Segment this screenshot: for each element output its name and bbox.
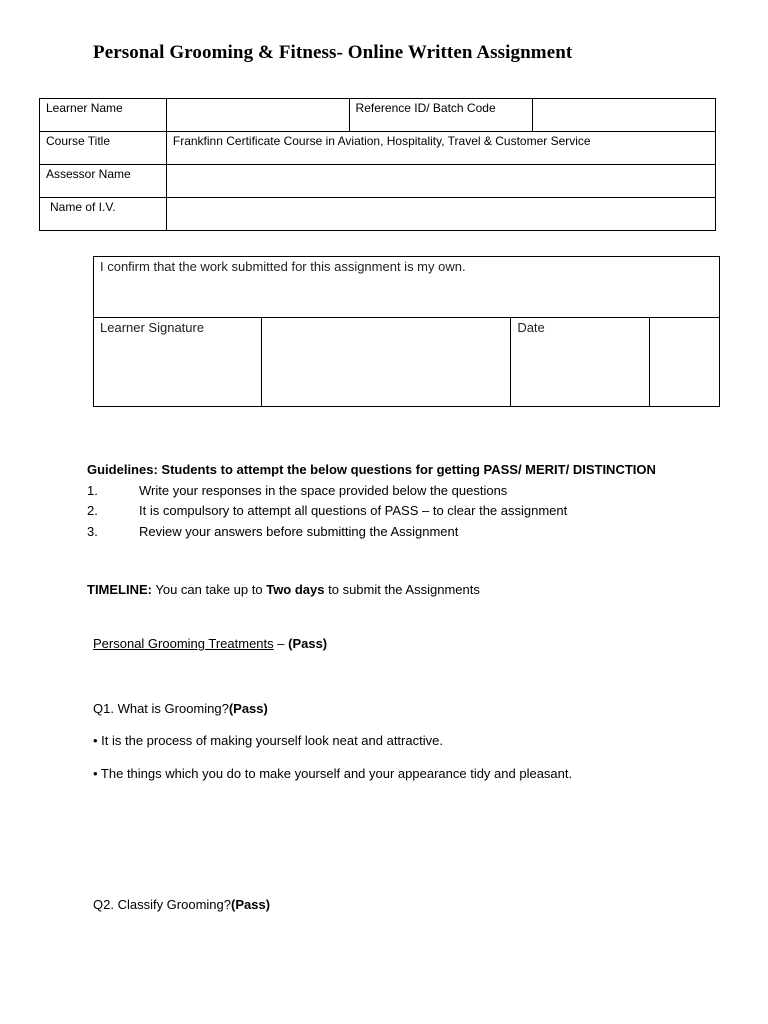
reference-id-field[interactable] [533, 99, 716, 132]
assessor-name-field[interactable] [166, 165, 715, 198]
guideline-item [87, 501, 673, 522]
date-label: Date [511, 318, 650, 407]
answer-bullet: • The things which you do to make yourself and your appearance tidy and pleasant. [93, 766, 573, 781]
timeline-duration: Two days [266, 582, 325, 597]
timeline [87, 582, 480, 597]
learner-name-label: Learner Name [40, 99, 167, 132]
learner-signature-label: Learner Signature [94, 318, 262, 407]
guideline-text: Write your responses in the space provided below the questions [139, 482, 508, 498]
timeline-label: TIMELINE: [87, 582, 152, 597]
reference-id-label: Reference ID/ Batch Code [349, 99, 533, 132]
declaration-statement: I confirm that the work submitted for this assignment is my own. [94, 257, 720, 318]
question-1-level: (Pass) [228, 701, 268, 716]
answer-bullet: • It is the process of making yourself look neat and attractive. [93, 733, 443, 748]
iv-name-label: Name of I.V. [40, 198, 167, 231]
timeline-text-pre: You can take up to [152, 582, 267, 597]
question-2-text: Q2. Classify Grooming? [93, 897, 231, 912]
section-dash: – [273, 636, 289, 651]
course-title-label: Course Title [40, 132, 167, 165]
assessor-name-label: Assessor Name [40, 165, 167, 198]
declaration-table [93, 256, 720, 407]
date-field[interactable] [650, 318, 720, 407]
guideline-item [87, 481, 673, 502]
guideline-item [87, 522, 673, 543]
guideline-number: 1. [87, 482, 98, 498]
section-name: Personal Grooming Treatments [93, 636, 274, 651]
timeline-text-post: to submit the Assignments [324, 582, 480, 597]
section-level: (Pass) [288, 636, 328, 651]
question-2-level: (Pass) [231, 897, 271, 912]
iv-name-field[interactable] [166, 198, 715, 231]
question-1-text: Q1. What is Grooming? [93, 701, 229, 716]
guideline-number: 2. [87, 503, 98, 518]
guideline-text: It is compulsory to attempt all questions of PASS – to clear the assignment [139, 503, 568, 518]
guidelines [87, 460, 673, 542]
question-2 [93, 897, 270, 912]
guidelines-heading: Guidelines: Students to attempt the below questions for getting PASS/ MERIT/ DISTINCTION [87, 462, 656, 477]
guideline-number: 3. [87, 523, 98, 539]
page-title: Personal Grooming & Fitness- Online Written Assignment [93, 42, 573, 63]
course-title-value: Frankfinn Certificate Course in Aviation, Hospitality, Travel & Customer Service [166, 132, 715, 165]
question-1 [93, 701, 268, 716]
section-heading [93, 636, 327, 651]
learner-name-field[interactable] [166, 99, 349, 132]
learner-info-table [39, 98, 716, 231]
guideline-text: Review your answers before submitting the Assignment [139, 523, 459, 539]
learner-signature-field[interactable] [261, 318, 511, 407]
